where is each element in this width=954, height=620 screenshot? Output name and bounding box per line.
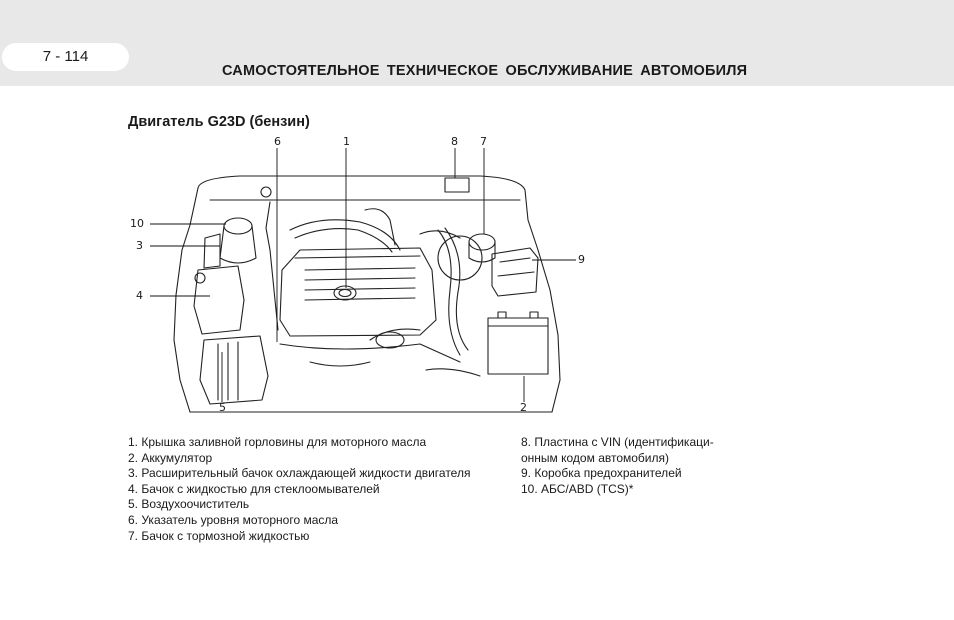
engine-bay-illustration bbox=[120, 130, 600, 420]
legend-item: 5. Воздухоочиститель bbox=[128, 497, 250, 512]
callout-2: 2 bbox=[520, 401, 527, 414]
callout-9: 9 bbox=[578, 253, 585, 266]
legend-item: 8. Пластина с VIN (идентификаци- bbox=[521, 435, 714, 449]
engine-bay-drawing bbox=[120, 130, 600, 420]
chapter-title: САМОСТОЯТЕЛЬНОЕ ТЕХНИЧЕСКОЕ ОБСЛУЖИВАНИЕ АВТОМОБИЛЯ bbox=[222, 63, 748, 79]
legend-item: 6. Указатель уровня моторного масла bbox=[128, 512, 339, 527]
legend-item: 7. Бачок с тормозной жидкостью bbox=[128, 528, 310, 543]
legend-item: онным кодом автомобиля) bbox=[521, 450, 670, 465]
callout-10: 10 bbox=[130, 217, 144, 230]
legend-left-column bbox=[128, 435, 470, 544]
legend-item: 10. АБС/ABD (TCS)* bbox=[521, 481, 634, 496]
callout-3: 3 bbox=[136, 239, 143, 252]
page-number: 7 - 114 bbox=[2, 43, 129, 71]
callout-4: 4 bbox=[136, 289, 143, 302]
air-cleaner-shape bbox=[200, 336, 268, 404]
callout-6: 6 bbox=[274, 135, 281, 148]
callout-7: 7 bbox=[480, 135, 487, 148]
legend-right-column bbox=[521, 435, 714, 497]
legend-item: 3. Расширительный бачок охлаждающей жидкости двигателя bbox=[128, 466, 471, 481]
section-title: Двигатель G23D (бензин) bbox=[128, 114, 310, 130]
callout-5: 5 bbox=[219, 401, 226, 414]
callout-8: 8 bbox=[451, 135, 458, 148]
legend-item: 9. Коробка предохранителей bbox=[521, 466, 682, 481]
vin-plate-shape bbox=[445, 178, 469, 192]
legend-item: 2. Аккумулятор bbox=[128, 450, 213, 465]
engine-block bbox=[280, 248, 436, 336]
legend-item: 4. Бачок с жидкостью для стеклоомывателей bbox=[128, 481, 380, 496]
legend-item: 1. Крышка заливной горловины для моторного масла bbox=[128, 435, 427, 449]
hood-outline bbox=[174, 176, 560, 412]
callout-1: 1 bbox=[343, 135, 350, 148]
